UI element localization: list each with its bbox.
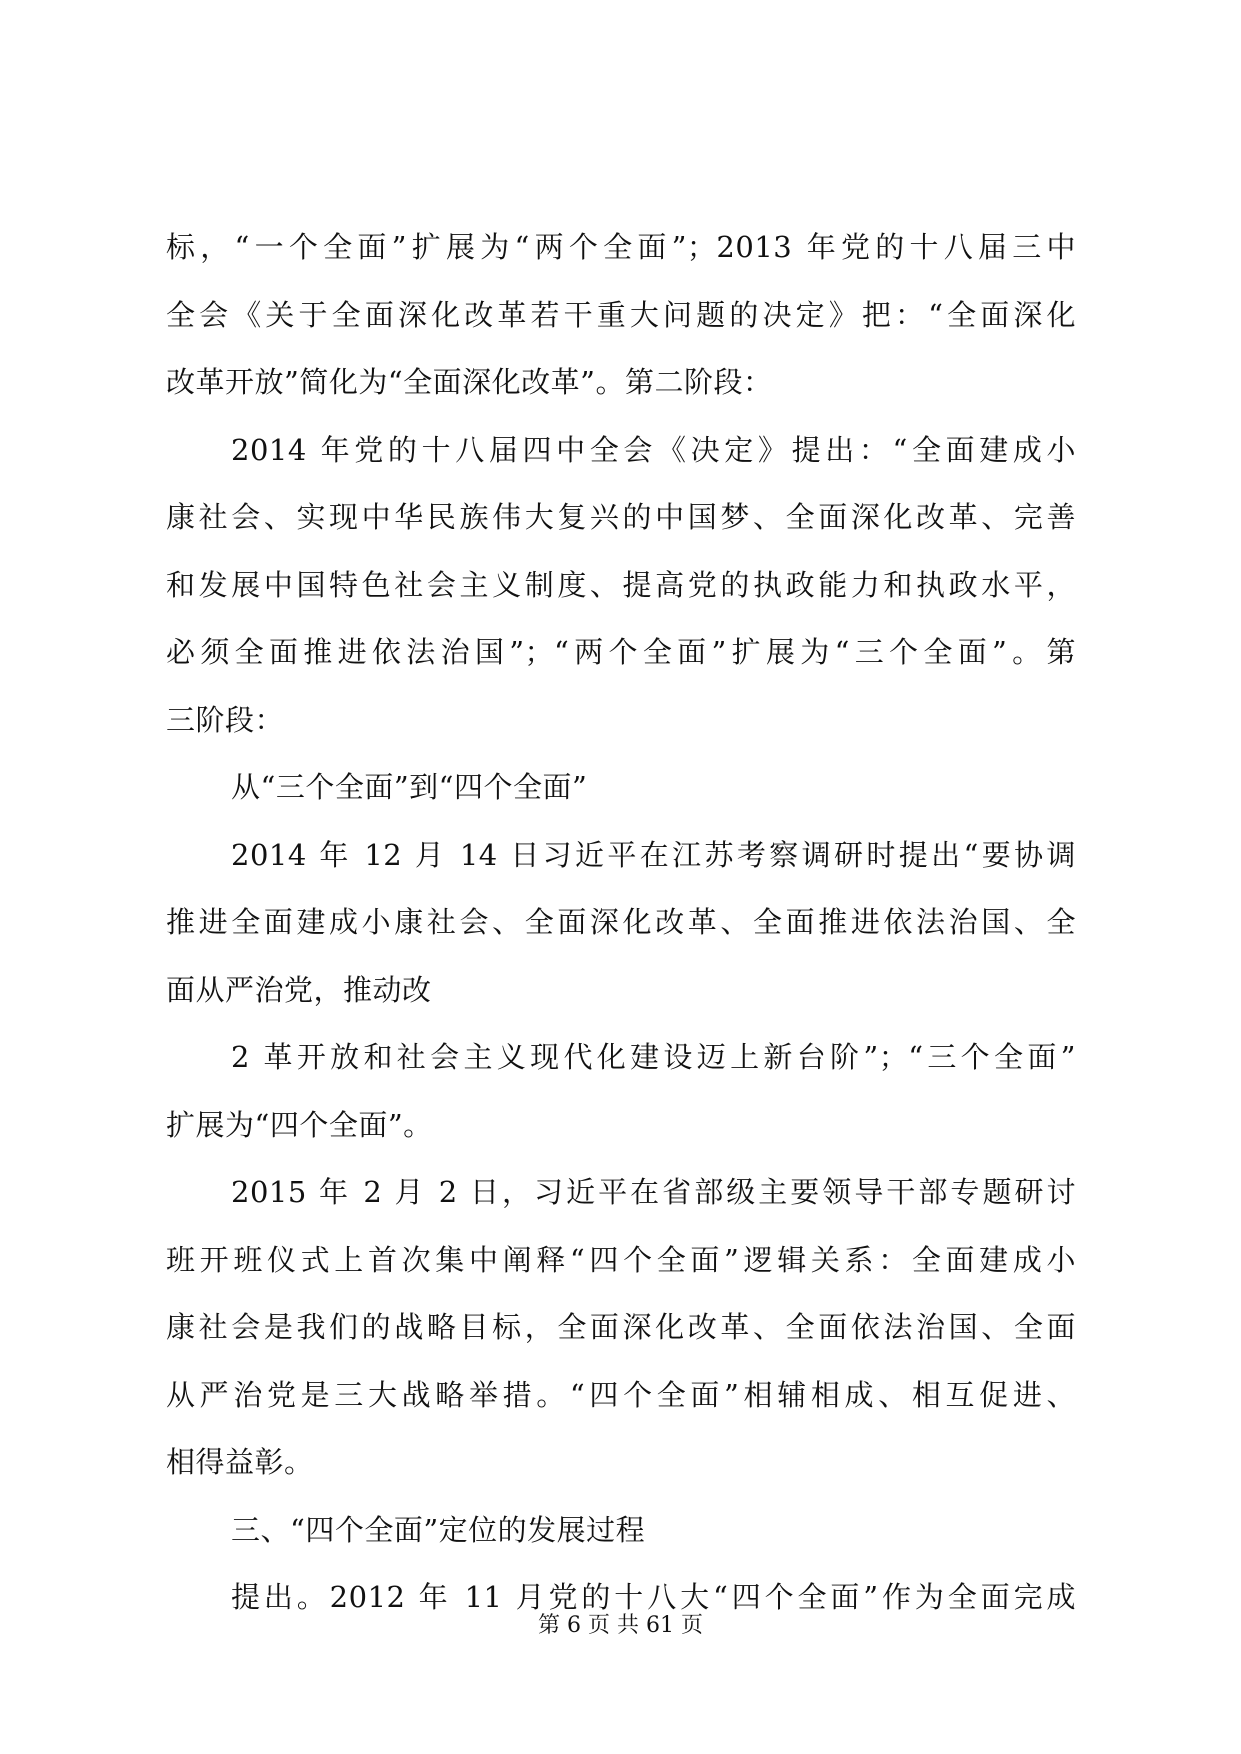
text-line: 2014 年 12 月 14 日习近平在江苏考察调研时提出“要协调 xyxy=(231,837,1076,872)
text-line: 必须全面推进依法治国”；“两个全面”扩展为“三个全面”。第 xyxy=(166,635,1076,669)
text-line: 2 革开放和社会主义现代化建设迈上新台阶”；“三个全面” xyxy=(231,1040,1076,1074)
text-line: 标，“一个全面”扩展为“两个全面”；2013 年党的十八届三中 xyxy=(166,230,1076,264)
text-line: 和发展中国特色社会主义制度、提高党的执政能力和执政水平， xyxy=(166,567,1076,602)
text-line: 班开班仪式上首次集中阐释“四个全面”逻辑关系：全面建成小 xyxy=(166,1242,1076,1277)
text-line: 2015 年 2 月 2 日，习近平在省部级主要领导干部专题研讨 xyxy=(231,1175,1076,1209)
text-line: 三阶段： xyxy=(166,702,285,737)
text-line: 全会《关于全面深化改革若干重大问题的决定》把：“全面深化 xyxy=(166,297,1076,332)
text-line: 三、“四个全面”定位的发展过程 xyxy=(231,1512,646,1547)
text-line: 康社会、实现中华民族伟大复兴的中国梦、全面深化改革、完善 xyxy=(166,500,1076,534)
text-line: 从严治党是三大战略举措。“四个全面”相辅相成、相互促进、 xyxy=(166,1377,1076,1412)
text-line: 推进全面建成小康社会、全面深化改革、全面推进依法治国、全 xyxy=(166,905,1076,939)
text-line: 康社会是我们的战略目标，全面深化改革、全面依法治国、全面 xyxy=(166,1310,1076,1344)
text-line: 相得益彰。 xyxy=(166,1445,314,1479)
document-body xyxy=(166,230,1076,1648)
text-line: 面从严治党，推动改 xyxy=(166,972,432,1007)
text-line: 扩展为“四个全面”。 xyxy=(166,1107,433,1142)
text-line: 2014 年党的十八届四中全会《决定》提出：“全面建成小 xyxy=(231,432,1076,467)
page-footer: 第 6 页 共 61 页 xyxy=(538,1613,703,1638)
text-line: 提出。2012 年 11 月党的十八大“四个全面”作为全面完成 xyxy=(231,1580,1076,1614)
text-line: 从“三个全面”到“四个全面” xyxy=(231,770,588,804)
text-line: 改革开放”简化为“全面深化改革”。第二阶段： xyxy=(166,365,773,399)
